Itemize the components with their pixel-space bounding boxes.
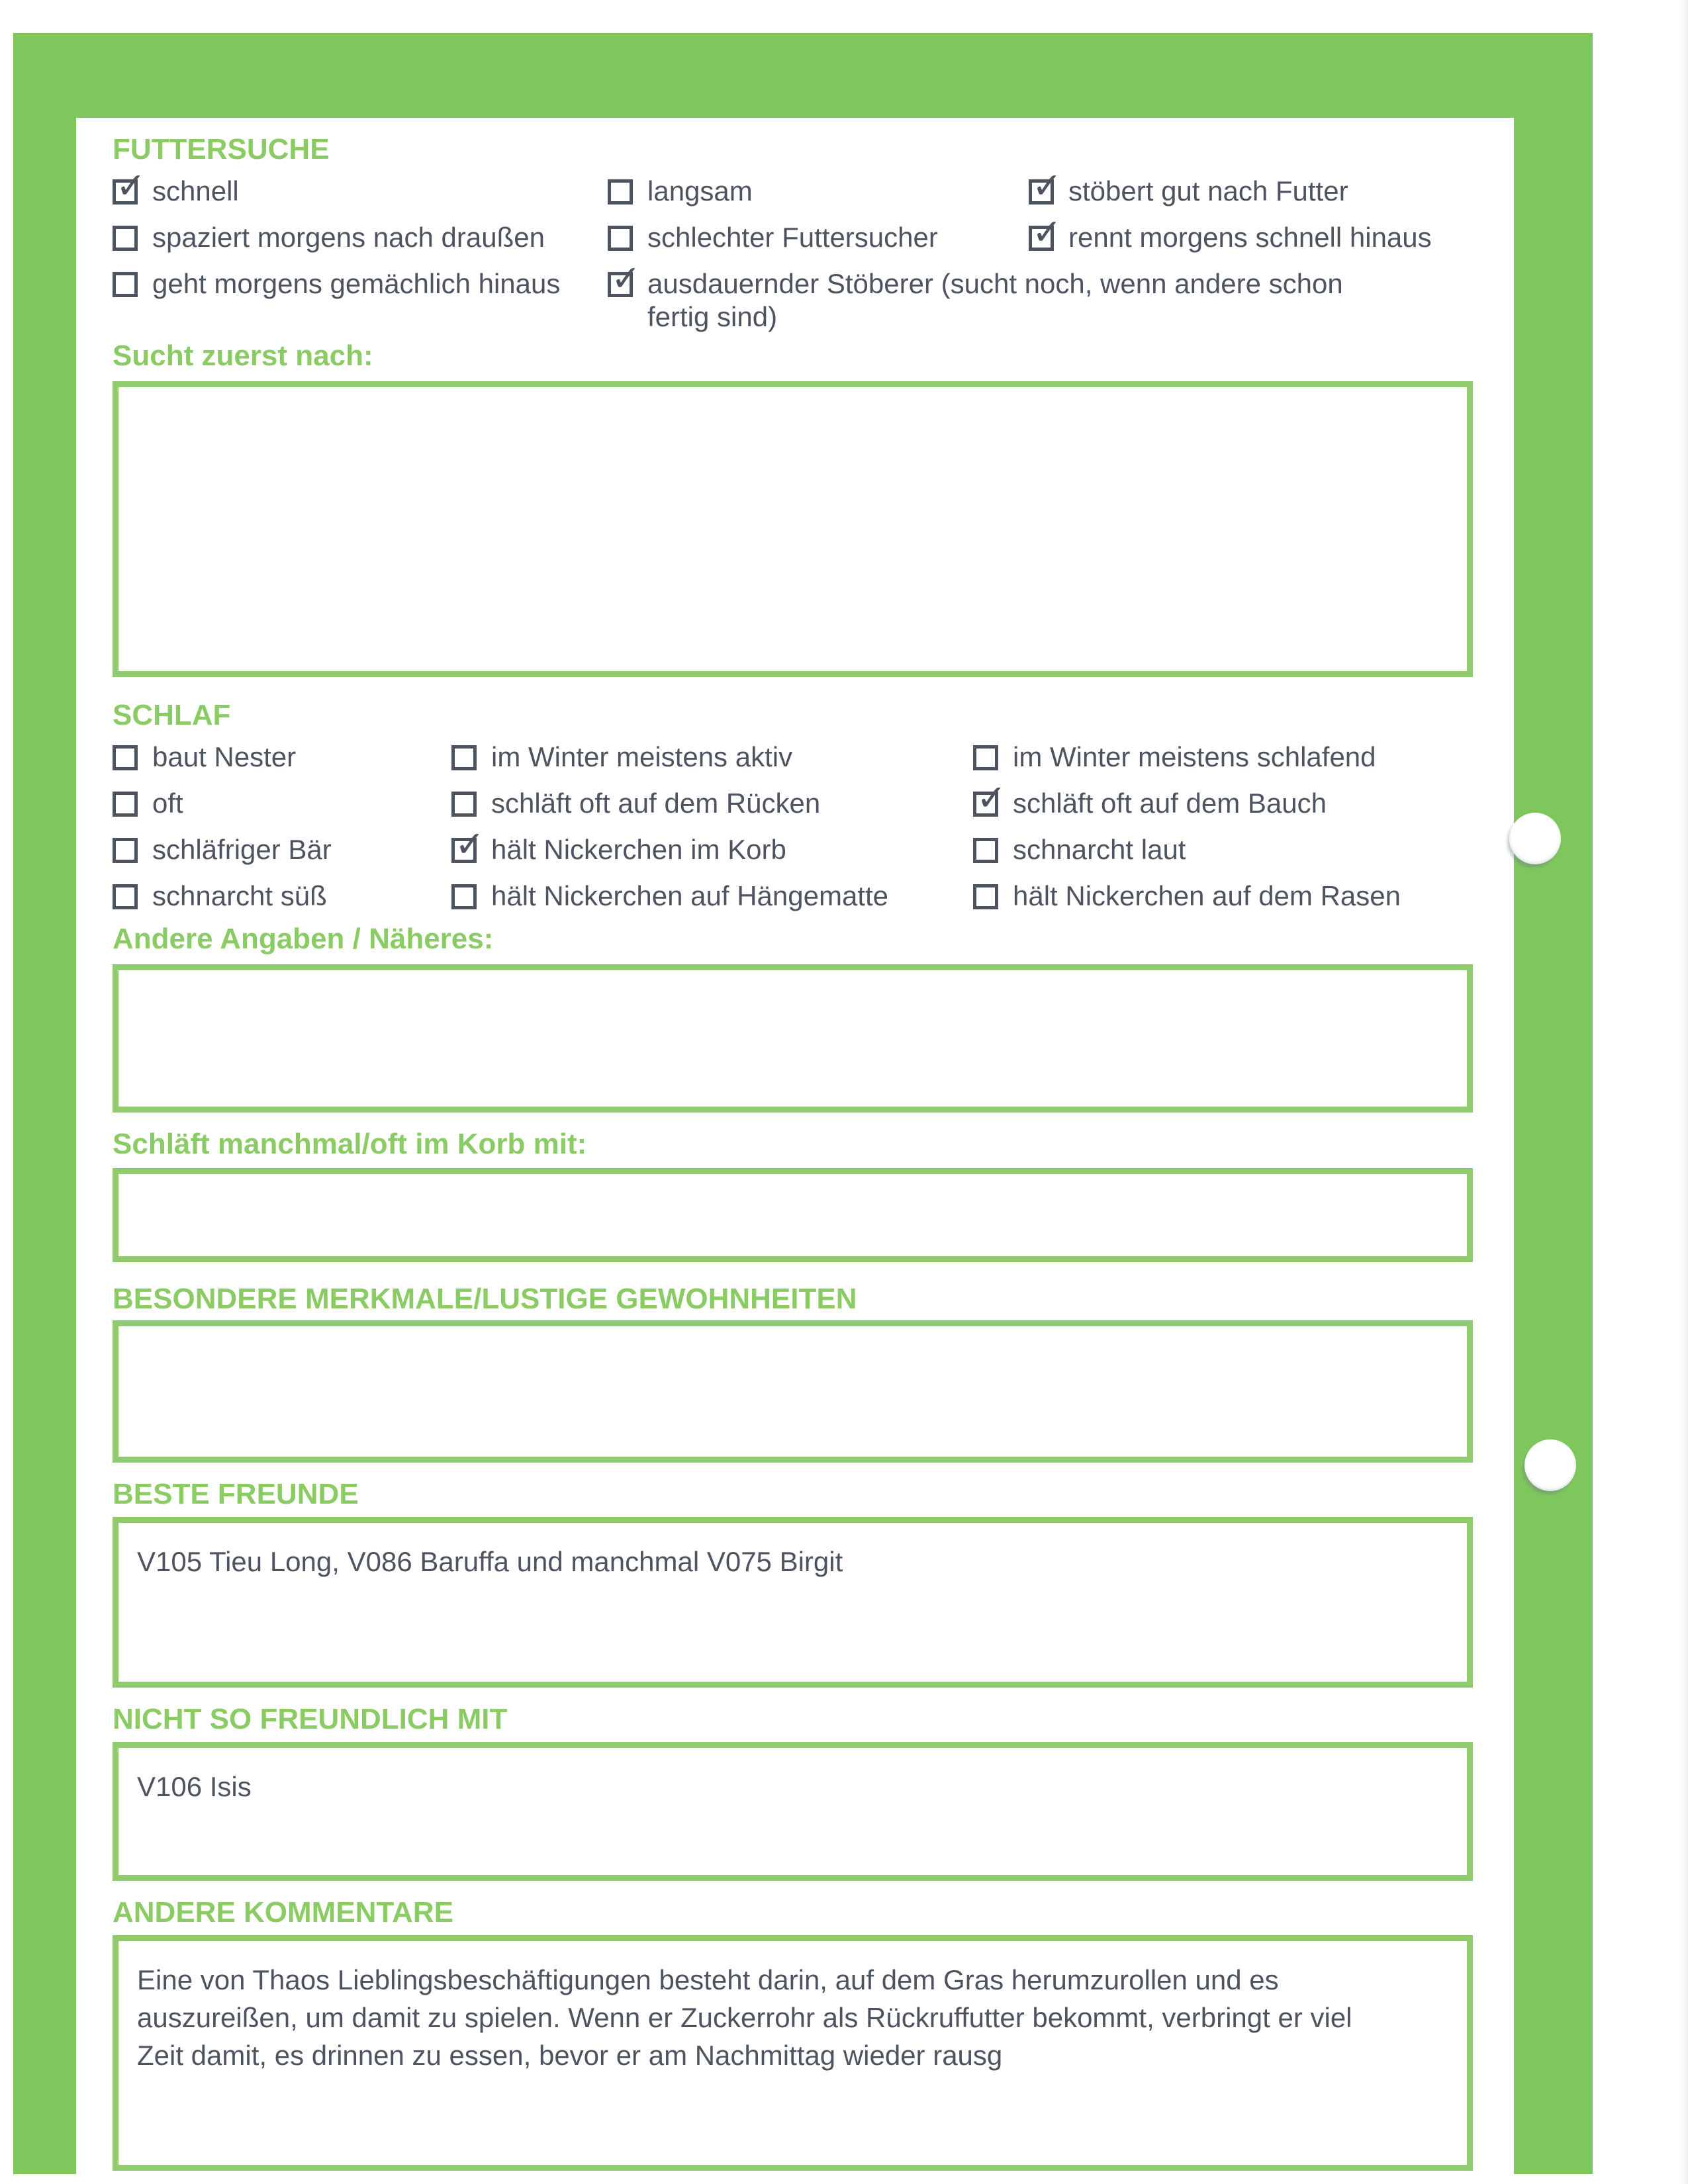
field-heading-sucht-zuerst-nach: Sucht zuerst nach: <box>113 340 373 372</box>
checkbox-item[interactable] <box>608 175 1029 208</box>
checkbox-icon[interactable] <box>113 272 138 297</box>
checkbox-icon[interactable] <box>451 792 477 817</box>
checkbox-label: spaziert morgens nach draußen <box>152 222 545 253</box>
beste-freunde-field[interactable]: V105 Tieu Long, V086 Baruffa und manchmal V075 Birgit <box>113 1517 1473 1688</box>
field-heading-schlaeft-im-korb-mit: Schläft manchmal/oft im Korb mit: <box>113 1128 587 1160</box>
scan-edge-shadow <box>1679 0 1688 2184</box>
checkbox-item[interactable] <box>973 777 1473 820</box>
checkbox-label: schläft oft auf dem Bauch <box>1013 788 1327 819</box>
field-heading-andere-angaben: Andere Angaben / Näheres: <box>113 923 494 955</box>
checkbox-label: im Winter meistens aktiv <box>491 741 793 772</box>
section-title-besondere-merkmale: BESONDERE MERKMALE/LUSTIGE GEWOHNHEITEN <box>113 1283 857 1315</box>
checkbox-label: geht morgens gemächlich hinaus <box>152 268 561 299</box>
checkbox-item[interactable] <box>973 741 1473 774</box>
schlaeft-im-korb-mit-field[interactable] <box>113 1168 1473 1262</box>
checkbox-item[interactable] <box>451 787 973 820</box>
checkbox-item[interactable] <box>973 833 1473 866</box>
checkbox-icon[interactable] <box>973 745 998 770</box>
checkbox-icon[interactable]: ✓ <box>451 838 477 863</box>
checkbox-item[interactable] <box>451 823 973 866</box>
checkbox-item[interactable] <box>113 787 451 820</box>
checkbox-label: schläft oft auf dem Rücken <box>491 788 821 819</box>
checkbox-icon[interactable] <box>113 884 138 909</box>
checkbox-item[interactable] <box>608 221 1029 254</box>
checkbox-item[interactable] <box>973 880 1473 913</box>
section-title-andere-kommentare: ANDERE KOMMENTARE <box>113 1896 453 1929</box>
checkbox-item[interactable] <box>113 165 608 208</box>
besondere-merkmale-field[interactable] <box>113 1320 1473 1463</box>
checkbox-item[interactable] <box>113 880 451 913</box>
checkbox-icon[interactable] <box>113 792 138 817</box>
nicht-so-freundlich-field[interactable]: V106 Isis <box>113 1742 1473 1881</box>
checkbox-item[interactable] <box>1029 165 1473 208</box>
hole-punch <box>1524 1439 1576 1491</box>
checkbox-icon[interactable]: ✓ <box>1029 226 1054 251</box>
schlaf-checkbox-grid <box>113 741 1473 913</box>
checkbox-item[interactable] <box>113 267 608 334</box>
checkbox-icon[interactable]: ✓ <box>1029 179 1054 205</box>
andere-angaben-field[interactable] <box>113 964 1473 1113</box>
checkbox-label: schnarcht laut <box>1013 834 1186 865</box>
section-title-beste-freunde: BESTE FREUNDE <box>113 1478 359 1510</box>
checkbox-icon[interactable] <box>608 226 633 251</box>
andere-kommentare-field[interactable] <box>113 1935 1473 2171</box>
checkbox-icon[interactable]: ✓ <box>608 272 633 297</box>
checkbox-icon[interactable] <box>113 226 138 251</box>
checkbox-icon[interactable] <box>973 884 998 909</box>
futtersuche-checkbox-grid <box>113 165 1473 334</box>
page-content-area <box>76 118 1514 2174</box>
checkbox-item[interactable] <box>113 221 608 254</box>
checkbox-icon[interactable] <box>451 884 477 909</box>
checkbox-icon[interactable] <box>113 745 138 770</box>
checkbox-label: schnarcht süß <box>152 880 327 911</box>
checkbox-item[interactable] <box>113 833 451 866</box>
checkbox-label: oft <box>152 788 183 819</box>
checkbox-label: stöbert gut nach Futter <box>1068 175 1348 206</box>
section-title-futtersuche: FUTTERSUCHE <box>113 133 330 165</box>
checkbox-icon[interactable] <box>608 179 633 205</box>
checkbox-item[interactable] <box>1029 211 1473 254</box>
kommentare-text: Eine von Thaos Lieblingsbeschäftigungen besteht darin, auf dem Gras herumzurollen und es auszureißen, um damit zu spielen. Wenn er Zuckerrohr als Rückruffutter bekommt, verbringt er viel Zeit damit, es drinnen zu essen, bevor er am Nachmittag wieder rausg <box>137 1964 1352 2071</box>
checkbox-label: ausdauernder Stöberer (sucht noch, wenn andere schon fertig sind) <box>647 268 1343 332</box>
checkbox-label: langsam <box>647 175 753 206</box>
section-title-nicht-so-freundlich: NICHT SO FREUNDLICH MIT <box>113 1703 508 1735</box>
checkbox-item[interactable] <box>608 257 1473 334</box>
green-page-frame <box>13 33 1593 2174</box>
sucht-zuerst-nach-field[interactable] <box>113 381 1473 677</box>
section-title-schlaf: SCHLAF <box>113 699 231 731</box>
checkbox-label: rennt morgens schnell hinaus <box>1068 222 1432 253</box>
checkbox-label: hält Nickerchen auf Hängematte <box>491 880 888 911</box>
checkbox-icon[interactable] <box>973 838 998 863</box>
checkbox-label: baut Nester <box>152 741 297 772</box>
checkbox-icon[interactable]: ✓ <box>973 792 998 817</box>
checkbox-label: hält Nickerchen im Korb <box>491 834 786 865</box>
checkbox-item[interactable] <box>113 741 451 774</box>
checkbox-label: schnell <box>152 175 239 206</box>
checkbox-label: schläfriger Bär <box>152 834 332 865</box>
checkbox-item[interactable] <box>451 741 973 774</box>
checkbox-icon[interactable]: ✓ <box>113 179 138 205</box>
checkbox-label: im Winter meistens schlafend <box>1013 741 1376 772</box>
checkbox-item[interactable] <box>451 880 973 913</box>
hole-punch <box>1509 813 1561 864</box>
checkbox-label: hält Nickerchen auf dem Rasen <box>1013 880 1401 911</box>
checkbox-icon[interactable] <box>451 745 477 770</box>
checkbox-icon[interactable] <box>113 838 138 863</box>
checkbox-label: schlechter Futtersucher <box>647 222 938 253</box>
